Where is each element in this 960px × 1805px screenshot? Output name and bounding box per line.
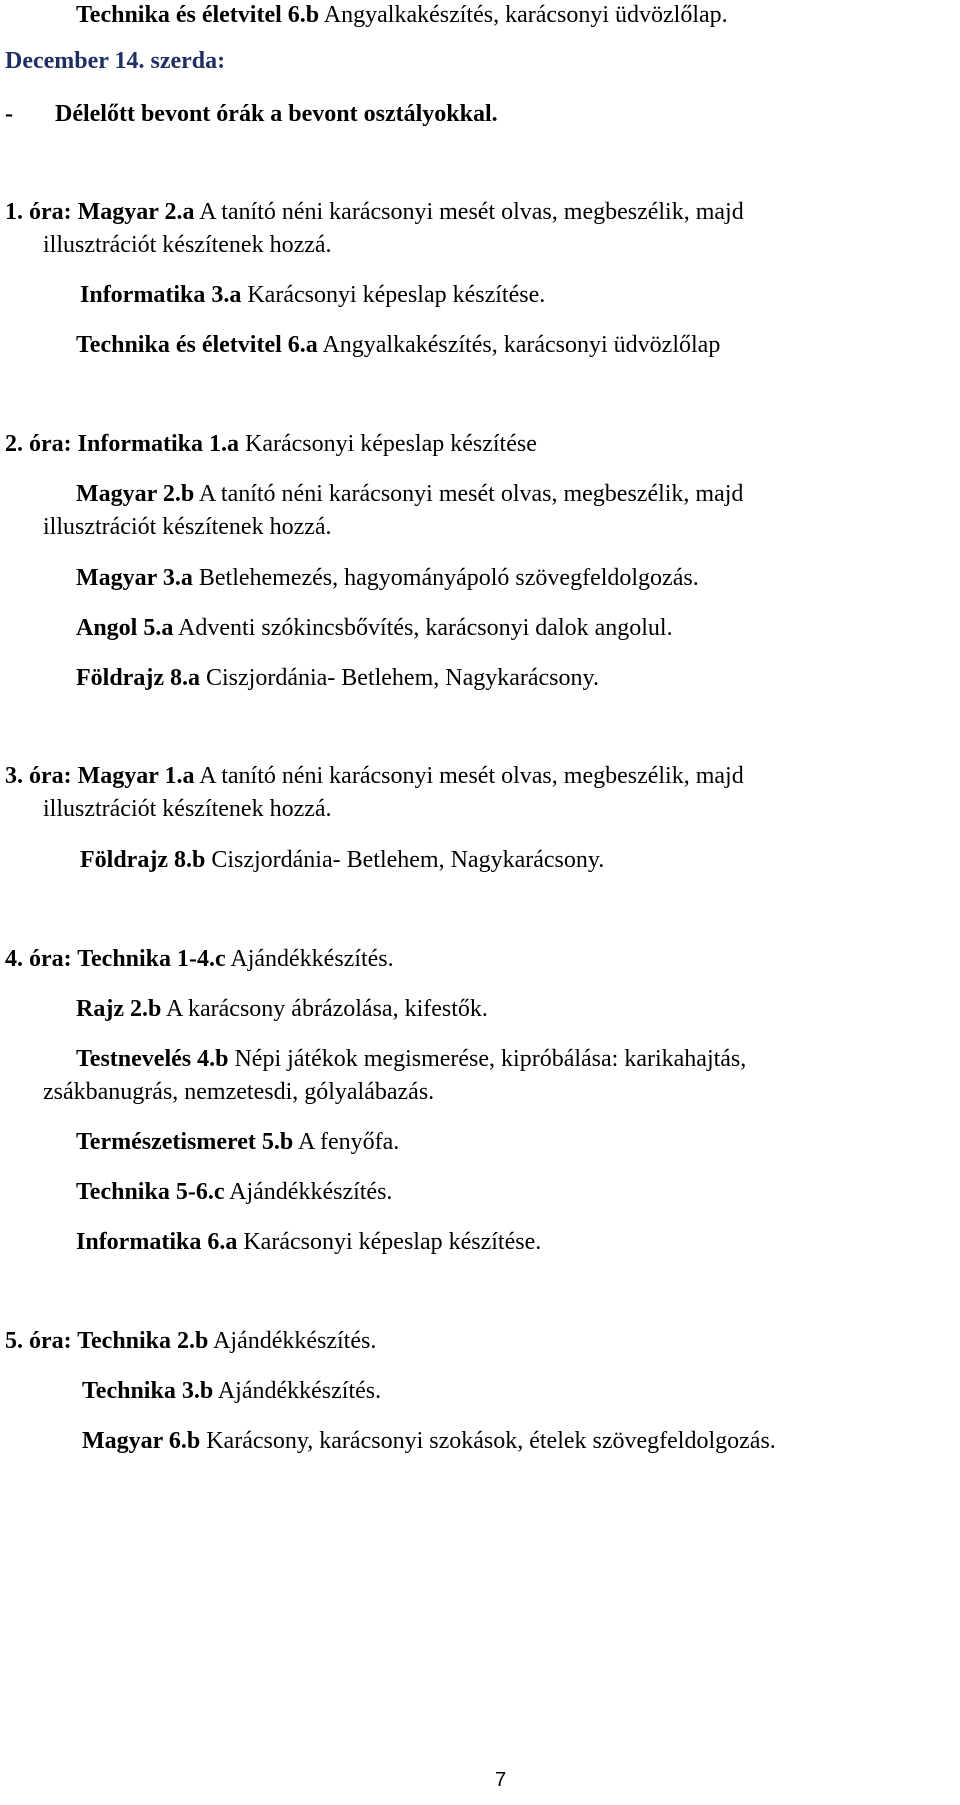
- activity-text: Karácsonyi képeslap készítése.: [241, 282, 546, 308]
- activity-text: Ciszjordánia- Betlehem, Nagykarácsony.: [199, 665, 599, 691]
- subject-label: Földrajz 8.b: [80, 847, 206, 873]
- activity-text: Ajándékkészítés.: [225, 946, 394, 972]
- line-informatika-3a: [80, 280, 545, 310]
- subject-label: Magyar 6.b: [82, 1428, 201, 1454]
- activity-text: Betlehemezés, hagyományápoló szövegfeldolgozás.: [192, 565, 699, 591]
- activity-text: Ajándékkészítés.: [208, 1328, 377, 1354]
- activity-text: Ajándékkészítés.: [224, 1179, 393, 1205]
- line-technika-6b: [76, 0, 728, 30]
- line-termeszetismeret-5b: [76, 1127, 399, 1157]
- activity-text: Angyalkakészítés, karácsonyi üdvözlőlap: [317, 332, 721, 358]
- subject-label: Természetismeret 5.b: [76, 1129, 294, 1155]
- line-foldrajz-8a: [76, 663, 599, 693]
- subject-label: Testnevelés 4.b: [76, 1046, 229, 1072]
- activity-text: Angyalkakészítés, karácsonyi üdvözlőlap.: [319, 2, 728, 28]
- period-2-heading: [5, 429, 537, 459]
- subject-label: Angol 5.a: [76, 615, 174, 641]
- day-label: December 14. szerda:: [5, 48, 226, 74]
- subject-label: Földrajz 8.a: [76, 665, 200, 691]
- period-3-heading: [5, 761, 744, 791]
- activity-text: A tanító néni karácsonyi mesét olvas, megbeszélik, majd: [194, 199, 744, 225]
- activity-text: A tanító néni karácsonyi mesét olvas, megbeszélik, majd: [194, 763, 744, 789]
- activity-text: A tanító néni karácsonyi mesét olvas, megbeszélik, majd: [194, 481, 744, 507]
- line-magyar-6b: [82, 1426, 776, 1456]
- line-magyar-2b: [76, 479, 743, 509]
- subject-label: Technika 3.b: [82, 1378, 214, 1404]
- activity-text: Ciszjordánia- Betlehem, Nagykarácsony.: [205, 847, 605, 873]
- subject-label: Technika és életvitel 6.b: [76, 2, 320, 28]
- period-label: 5. óra: Technika 2.b: [5, 1328, 209, 1354]
- activity-text: Ajándékkészítés.: [213, 1378, 382, 1404]
- activity-text: Népi játékok megismerése, kipróbálása: karikahajtás,: [228, 1046, 747, 1072]
- line-testneveles-4b: [76, 1044, 746, 1074]
- activity-text: Karácsonyi képeslap készítése.: [237, 1229, 542, 1255]
- subject-label: Technika és életvitel 6.a: [76, 332, 318, 358]
- subject-label: Magyar 3.a: [76, 565, 193, 591]
- period-label: 4. óra: Technika 1-4.c: [5, 946, 226, 972]
- line-informatika-6a: [76, 1227, 541, 1257]
- note-text: - Délelőtt bevont órák a bevont osztályokkal.: [5, 101, 498, 127]
- activity-text: Adventi szókincsbővítés, karácsonyi dalok angolul.: [173, 615, 673, 641]
- activity-text: illusztrációt készítenek hozzá.: [43, 796, 332, 822]
- activity-text: illusztrációt készítenek hozzá.: [43, 514, 332, 540]
- period-1-heading: [5, 197, 744, 227]
- period-label: 1. óra: Magyar 2.a: [5, 199, 195, 225]
- line-magyar-3a: [76, 563, 699, 593]
- line-technika-5-6c: [76, 1177, 392, 1207]
- activity-text: A karácsony ábrázolása, kifestők.: [161, 996, 488, 1022]
- testneveles-continuation: [43, 1077, 434, 1107]
- period-3-continuation: [43, 794, 332, 824]
- subject-label: Informatika 6.a: [76, 1229, 238, 1255]
- subject-label: Rajz 2.b: [76, 996, 162, 1022]
- page-number: 7: [495, 1769, 507, 1791]
- activity-text: Karácsonyi képeslap készítése: [238, 431, 537, 457]
- period-5-heading: [5, 1326, 376, 1356]
- subject-label: Informatika 3.a: [80, 282, 242, 308]
- period-label: 2. óra: Informatika 1.a: [5, 431, 239, 457]
- period-1-continuation: [43, 230, 332, 260]
- period-4-heading: [5, 944, 394, 974]
- line-technika-6a: [76, 330, 720, 360]
- morning-note: [5, 99, 498, 129]
- day-heading: [5, 46, 225, 76]
- line-rajz-2b: [76, 994, 488, 1024]
- activity-text: A fenyőfa.: [293, 1129, 400, 1155]
- line-angol-5a: [76, 613, 673, 643]
- subject-label: Magyar 2.b: [76, 481, 195, 507]
- activity-text: illusztrációt készítenek hozzá.: [43, 232, 332, 258]
- subject-label: Technika 5-6.c: [76, 1179, 225, 1205]
- line-foldrajz-8b: [80, 845, 604, 875]
- activity-text: Karácsony, karácsonyi szokások, ételek szövegfeldolgozás.: [200, 1428, 776, 1454]
- activity-text: zsákbanugrás, nemzetesdi, gólyalábazás.: [43, 1079, 435, 1105]
- line-technika-3b: [82, 1376, 381, 1406]
- magyar-2b-continuation: [43, 512, 332, 542]
- period-label: 3. óra: Magyar 1.a: [5, 763, 195, 789]
